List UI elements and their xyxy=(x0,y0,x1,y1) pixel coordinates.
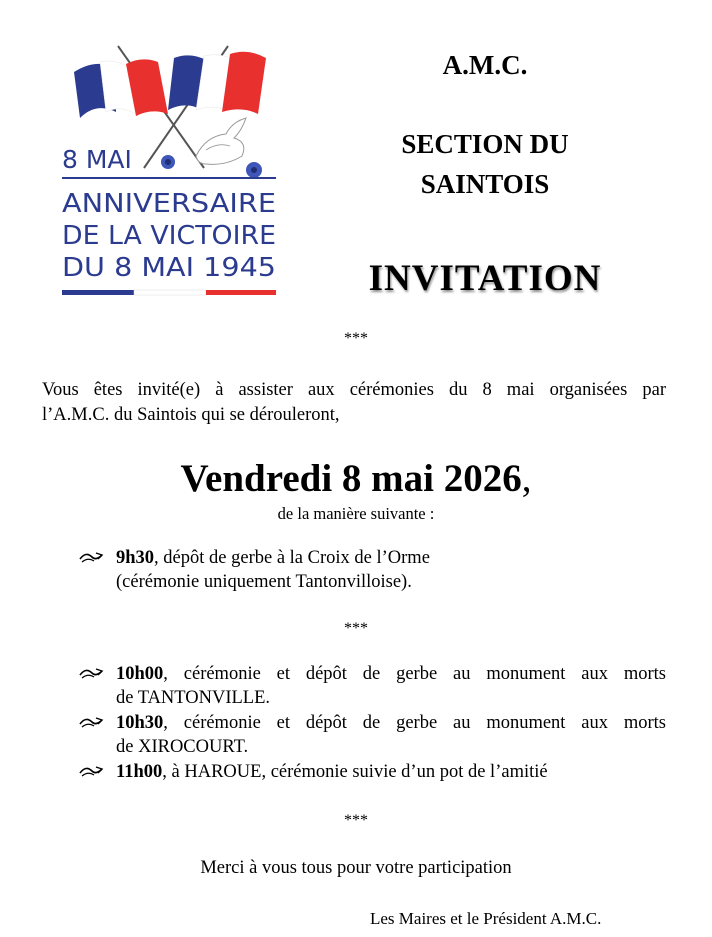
schedule-item xyxy=(78,711,666,759)
signature: Les Maires et le Président A.M.C. xyxy=(370,909,602,928)
schedule-text: , cérémonie et dépôt de gerbe au monument aux morts xyxy=(163,664,666,684)
schedule-time: 11h00 xyxy=(116,762,163,782)
tricolor-bar-red xyxy=(206,290,276,295)
tricolor-bar-white xyxy=(134,290,206,295)
logo-line-3: DU 8 MAI 1945 xyxy=(62,253,276,283)
tricolor-bar-blue xyxy=(62,290,134,295)
victory-anniversary-logo xyxy=(56,38,286,306)
arrow-bullet-icon xyxy=(78,549,104,565)
separator: *** xyxy=(344,620,368,637)
arrow-bullet-icon xyxy=(78,763,104,779)
section-title-line-2: SAINTOIS xyxy=(420,169,550,199)
thanks-line: Merci à vous tous pour votre participation xyxy=(200,858,512,878)
schedule-text: , à HAROUE, cérémonie suivie d’un pot de l’amitié xyxy=(162,762,548,782)
separator: *** xyxy=(344,330,368,347)
schedule-time: 9h30 xyxy=(116,548,155,568)
schedule-list-first xyxy=(78,546,666,595)
invitation-heading: INVITATION xyxy=(368,258,602,299)
intro-paragraph xyxy=(42,378,666,428)
intro-line-1: Vous êtes invité(e) à assister aux cérémonies du 8 mai organisées par xyxy=(42,380,666,400)
event-date-comma: , xyxy=(521,457,532,500)
arrow-bullet-icon xyxy=(78,714,104,730)
schedule-list-second xyxy=(78,662,666,785)
arrow-bullet-icon xyxy=(78,665,104,681)
dove-icon xyxy=(196,118,246,164)
manner-line: de la manière suivante : xyxy=(277,504,435,523)
intro-line-2: l’A.M.C. du Saintois qui se dérouleront, xyxy=(42,405,340,425)
schedule-text: , cérémonie et dépôt de gerbe au monument aux morts xyxy=(163,713,666,733)
org-title: A.M.C. xyxy=(442,50,528,80)
schedule-item xyxy=(78,760,666,784)
schedule-text-line-2: de XIROCOURT. xyxy=(116,737,249,757)
section-title-line-1: SECTION DU xyxy=(401,129,569,159)
schedule-item xyxy=(78,546,666,594)
schedule-text-line-2: de TANTONVILLE. xyxy=(116,688,271,708)
schedule-time: 10h00 xyxy=(116,664,164,684)
section-title xyxy=(320,124,650,204)
event-date-text: Vendredi 8 mai 2026 xyxy=(180,457,522,500)
schedule-text: , dépôt de gerbe à la Croix de l’Orme xyxy=(154,548,430,568)
schedule-text-line-2: (cérémonie uniquement Tantonvilloise). xyxy=(116,572,412,592)
logo-line-1: ANNIVERSAIRE xyxy=(62,189,276,219)
event-date xyxy=(0,456,712,501)
logo-line-2: DE LA VICTOIRE xyxy=(62,221,276,251)
separator: *** xyxy=(344,812,368,829)
schedule-time: 10h30 xyxy=(116,713,164,733)
french-flag-left-icon xyxy=(74,59,168,118)
logo-date: 8 MAI xyxy=(62,145,132,174)
french-flag-right-icon xyxy=(168,52,266,114)
schedule-item xyxy=(78,662,666,710)
